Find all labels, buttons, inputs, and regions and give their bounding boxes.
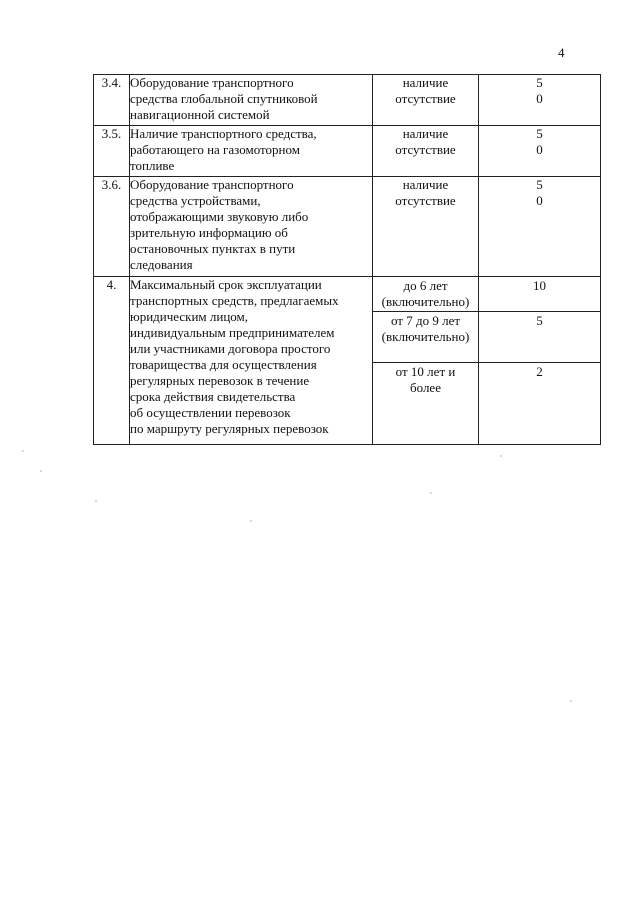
condition-sub: от 10 лет и более — [395, 364, 456, 395]
points-sub: 10 — [479, 277, 600, 312]
row-number: 3.5. — [94, 126, 130, 177]
scan-speck — [250, 520, 252, 522]
row-number: 3.4. — [94, 75, 130, 126]
scan-speck — [95, 500, 97, 502]
condition-cell — [373, 277, 479, 445]
points-sub: 5 — [479, 312, 600, 363]
scan-speck — [22, 450, 24, 452]
scan-speck — [500, 455, 502, 457]
points-cell — [479, 277, 601, 445]
criterion-description: Наличие транспортного средства, работающего на газомоторном топливе — [130, 126, 373, 177]
scan-speck — [40, 470, 42, 472]
points-sub: 2 — [536, 364, 543, 379]
criterion-description: Максимальный срок эксплуатации транспортных средств, предлагаемых юридическим лицом, индивидуальным предпринимателем или участниками договора простого товарищества для осуществления регулярных перевозок в течение срока действия свидетельства об осуществлении перевозок по маршруту регулярных перевозок — [130, 277, 373, 445]
condition-cell: наличие отсутствие — [373, 177, 479, 277]
table-row — [94, 75, 601, 126]
condition-cell: наличие отсутствие — [373, 126, 479, 177]
criterion-description: Оборудование транспортного средства глобальной спутниковой навигационной системой — [130, 75, 373, 126]
points-cell: 5 0 — [479, 177, 601, 277]
table-row — [94, 177, 601, 277]
table-row — [94, 277, 601, 445]
table-row — [94, 126, 601, 177]
row-number: 4. — [94, 277, 130, 445]
criteria-table — [93, 74, 601, 445]
page-number: 4 — [558, 45, 565, 60]
points-cell: 5 0 — [479, 126, 601, 177]
row-number: 3.6. — [94, 177, 130, 277]
scan-speck — [570, 700, 572, 702]
points-cell: 5 0 — [479, 75, 601, 126]
scan-speck — [430, 492, 432, 494]
condition-sub: до 6 лет (включительно) — [373, 277, 478, 312]
condition-cell: наличие отсутствие — [373, 75, 479, 126]
criterion-description: Оборудование транспортного средства устройствами, отображающими звуковую либо зрительную информацию об остановочных пунктах в пути следования — [130, 177, 373, 277]
condition-sub: от 7 до 9 лет (включительно) — [373, 312, 478, 363]
